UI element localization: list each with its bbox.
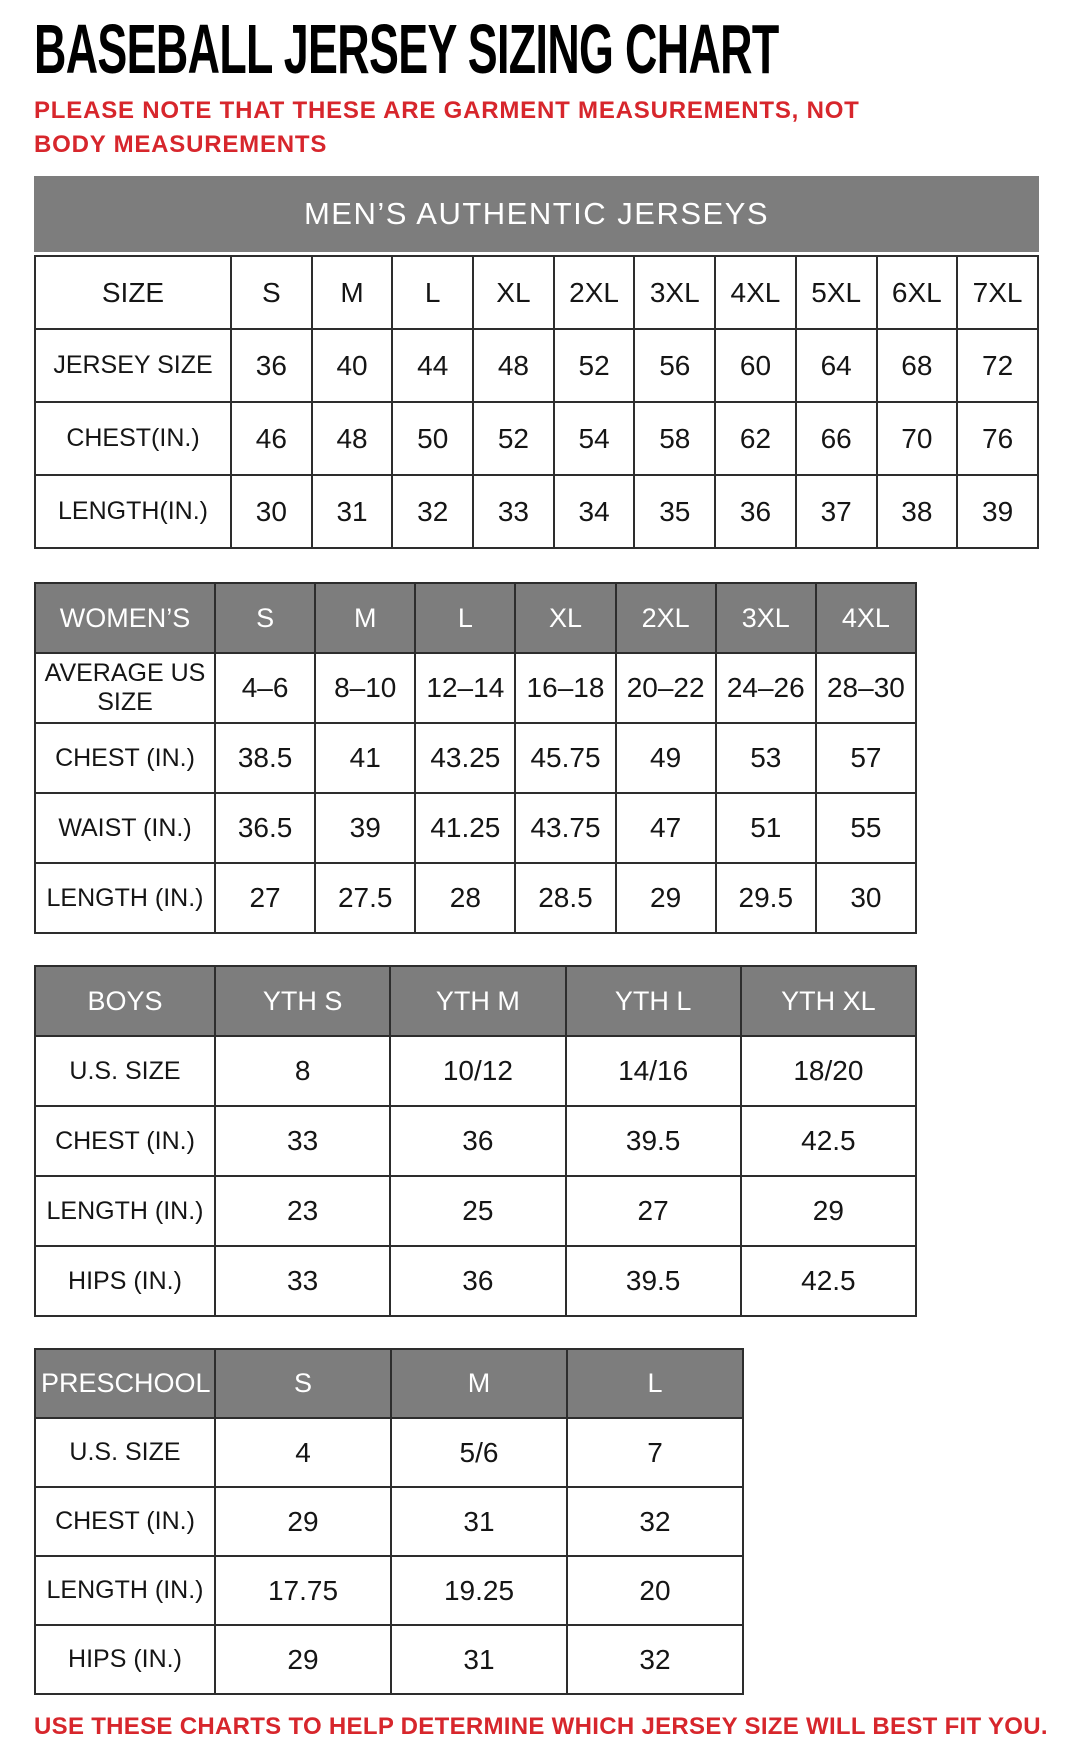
table-value-cell: 46 — [231, 402, 312, 475]
table-value-cell: 58 — [634, 402, 715, 475]
table-value-cell: 39 — [957, 475, 1038, 548]
table-value-cell: 66 — [796, 402, 877, 475]
table-value-cell: 45.75 — [515, 723, 615, 793]
table-value-cell: 28 — [415, 863, 515, 933]
table-value-cell: 20–22 — [616, 653, 716, 723]
table-value-cell: 19.25 — [391, 1556, 567, 1625]
page-title: BASEBALL JERSEY SIZING CHART — [34, 10, 779, 88]
table-value-cell: 32 — [392, 475, 473, 548]
table-value-cell: 18/20 — [741, 1036, 916, 1106]
table-header-cell: M — [391, 1349, 567, 1418]
table-value-cell: 60 — [715, 329, 796, 402]
table-value-cell: 29 — [616, 863, 716, 933]
table-value-cell: 30 — [231, 475, 312, 548]
table-row — [35, 966, 916, 1036]
table-value-cell: 14/16 — [566, 1036, 741, 1106]
table-value-cell: 42.5 — [741, 1246, 916, 1316]
table-value-cell: 25 — [390, 1176, 565, 1246]
boys-size-table — [34, 965, 1077, 1317]
table-header-cell: YTH S — [215, 966, 390, 1036]
table-value-cell: 4–6 — [215, 653, 315, 723]
table-value-cell: 51 — [716, 793, 816, 863]
mens-table-grid — [34, 255, 1039, 549]
table-value-cell: 27 — [215, 863, 315, 933]
table-value-cell: 36 — [390, 1246, 565, 1316]
boys-table-grid — [34, 965, 917, 1317]
table-value-cell: 36.5 — [215, 793, 315, 863]
table-header-cell: S — [215, 583, 315, 653]
table-row — [35, 723, 916, 793]
table-value-cell: 39.5 — [566, 1246, 741, 1316]
table-value-cell: 36 — [715, 475, 796, 548]
table-header-cell: WOMEN’S — [35, 583, 215, 653]
mens-authentic-jerseys-banner: MEN’S AUTHENTIC JERSEYS — [34, 176, 1039, 252]
table-row — [35, 1106, 916, 1176]
table-value-cell: 52 — [473, 402, 554, 475]
table-value-cell: 27 — [566, 1176, 741, 1246]
table-row — [35, 1349, 743, 1418]
table-row-label: CHEST (IN.) — [35, 723, 215, 793]
preschool-size-table — [34, 1348, 1077, 1695]
table-value-cell: 41 — [315, 723, 415, 793]
table-header-cell: YTH L — [566, 966, 741, 1036]
table-value-cell: 27.5 — [315, 863, 415, 933]
table-value-cell: 72 — [957, 329, 1038, 402]
table-value-cell: 52 — [554, 329, 635, 402]
table-value-cell: 33 — [215, 1246, 390, 1316]
table-value-cell: 68 — [877, 329, 958, 402]
table-value-cell: 54 — [554, 402, 635, 475]
garment-measurements-note: PLEASE NOTE THAT THESE ARE GARMENT MEASUREMENTS, NOT BODY MEASUREMENTS — [34, 97, 860, 158]
table-header-cell: BOYS — [35, 966, 215, 1036]
table-row — [35, 475, 1038, 548]
table-row-label: CHEST(IN.) — [35, 402, 231, 475]
table-value-cell: 29 — [215, 1625, 391, 1694]
table-row-label: LENGTH(IN.) — [35, 475, 231, 548]
table-header-cell: M — [315, 583, 415, 653]
table-value-cell: 36 — [231, 329, 312, 402]
table-value-cell: 33 — [215, 1106, 390, 1176]
table-value-cell: 33 — [473, 475, 554, 548]
table-value-cell: 34 — [554, 475, 635, 548]
table-row — [35, 793, 916, 863]
table-row — [35, 863, 916, 933]
table-row — [35, 1036, 916, 1106]
table-value-cell: 64 — [796, 329, 877, 402]
table-value-cell: 49 — [616, 723, 716, 793]
table-row-label: LENGTH (IN.) — [35, 863, 215, 933]
table-row — [35, 1487, 743, 1556]
table-value-cell: 5/6 — [391, 1418, 567, 1487]
table-header-cell: M — [312, 256, 393, 329]
table-header-cell: 2XL — [616, 583, 716, 653]
table-value-cell: 57 — [816, 723, 916, 793]
table-value-cell: 70 — [877, 402, 958, 475]
table-value-cell: 36 — [390, 1106, 565, 1176]
table-value-cell: 8–10 — [315, 653, 415, 723]
table-header-cell: XL — [515, 583, 615, 653]
table-value-cell: 8 — [215, 1036, 390, 1106]
mens-size-table — [34, 255, 1077, 549]
preschool-table-grid — [34, 1348, 744, 1695]
table-header-cell: SIZE — [35, 256, 231, 329]
table-value-cell: 23 — [215, 1176, 390, 1246]
table-value-cell: 48 — [312, 402, 393, 475]
table-row-label: CHEST (IN.) — [35, 1487, 215, 1556]
table-row-label: LENGTH (IN.) — [35, 1556, 215, 1625]
table-value-cell: 76 — [957, 402, 1038, 475]
table-header-cell: 3XL — [634, 256, 715, 329]
table-value-cell: 39 — [315, 793, 415, 863]
table-row-label: AVERAGE US SIZE — [35, 653, 215, 723]
table-value-cell: 39.5 — [566, 1106, 741, 1176]
table-header-cell: 4XL — [816, 583, 916, 653]
table-row-label: U.S. SIZE — [35, 1036, 215, 1106]
womens-size-table — [34, 582, 1077, 934]
table-value-cell: 38 — [877, 475, 958, 548]
table-header-cell: 3XL — [716, 583, 816, 653]
table-row — [35, 583, 916, 653]
table-row-label: U.S. SIZE — [35, 1418, 215, 1487]
fit-advice-footer: USE THESE CHARTS TO HELP DETERMINE WHICH JERSEY SIZE WILL BEST FIT YOU. — [34, 1713, 1048, 1740]
table-value-cell: 16–18 — [515, 653, 615, 723]
table-value-cell: 7 — [567, 1418, 743, 1487]
womens-table-grid — [34, 582, 917, 934]
table-row-label: WAIST (IN.) — [35, 793, 215, 863]
table-header-cell: PRESCHOOL — [35, 1349, 215, 1418]
table-value-cell: 12–14 — [415, 653, 515, 723]
table-row — [35, 329, 1038, 402]
table-value-cell: 31 — [391, 1625, 567, 1694]
table-value-cell: 10/12 — [390, 1036, 565, 1106]
table-value-cell: 43.75 — [515, 793, 615, 863]
table-value-cell: 44 — [392, 329, 473, 402]
table-row — [35, 1625, 743, 1694]
table-row — [35, 1418, 743, 1487]
table-row — [35, 1246, 916, 1316]
table-header-cell: 2XL — [554, 256, 635, 329]
table-row-label: HIPS (IN.) — [35, 1246, 215, 1316]
table-row — [35, 653, 916, 723]
table-value-cell: 4 — [215, 1418, 391, 1487]
table-value-cell: 28–30 — [816, 653, 916, 723]
table-value-cell: 20 — [567, 1556, 743, 1625]
table-value-cell: 29 — [215, 1487, 391, 1556]
table-header-cell: L — [392, 256, 473, 329]
table-value-cell: 37 — [796, 475, 877, 548]
table-value-cell: 38.5 — [215, 723, 315, 793]
table-header-cell: L — [567, 1349, 743, 1418]
table-row — [35, 1176, 916, 1246]
table-row-label: CHEST (IN.) — [35, 1106, 215, 1176]
table-value-cell: 31 — [391, 1487, 567, 1556]
table-value-cell: 32 — [567, 1487, 743, 1556]
table-value-cell: 24–26 — [716, 653, 816, 723]
table-row — [35, 402, 1038, 475]
table-value-cell: 35 — [634, 475, 715, 548]
table-value-cell: 47 — [616, 793, 716, 863]
table-value-cell: 32 — [567, 1625, 743, 1694]
table-header-cell: 6XL — [877, 256, 958, 329]
table-header-cell: 4XL — [715, 256, 796, 329]
table-header-cell: S — [231, 256, 312, 329]
table-header-cell: L — [415, 583, 515, 653]
table-header-cell: YTH M — [390, 966, 565, 1036]
table-value-cell: 29 — [741, 1176, 916, 1246]
table-row-label: LENGTH (IN.) — [35, 1176, 215, 1246]
table-value-cell: 29.5 — [716, 863, 816, 933]
table-value-cell: 62 — [715, 402, 796, 475]
table-header-cell: S — [215, 1349, 391, 1418]
table-header-cell: 5XL — [796, 256, 877, 329]
table-row — [35, 1556, 743, 1625]
table-value-cell: 41.25 — [415, 793, 515, 863]
table-value-cell: 56 — [634, 329, 715, 402]
table-value-cell: 17.75 — [215, 1556, 391, 1625]
table-value-cell: 55 — [816, 793, 916, 863]
table-row-label: HIPS (IN.) — [35, 1625, 215, 1694]
table-header-cell: 7XL — [957, 256, 1038, 329]
table-value-cell: 43.25 — [415, 723, 515, 793]
table-value-cell: 42.5 — [741, 1106, 916, 1176]
table-value-cell: 50 — [392, 402, 473, 475]
table-value-cell: 30 — [816, 863, 916, 933]
table-value-cell: 31 — [312, 475, 393, 548]
table-header-cell: YTH XL — [741, 966, 916, 1036]
table-row — [35, 256, 1038, 329]
table-value-cell: 53 — [716, 723, 816, 793]
table-value-cell: 28.5 — [515, 863, 615, 933]
table-value-cell: 48 — [473, 329, 554, 402]
table-value-cell: 40 — [312, 329, 393, 402]
table-row-label: JERSEY SIZE — [35, 329, 231, 402]
table-header-cell: XL — [473, 256, 554, 329]
